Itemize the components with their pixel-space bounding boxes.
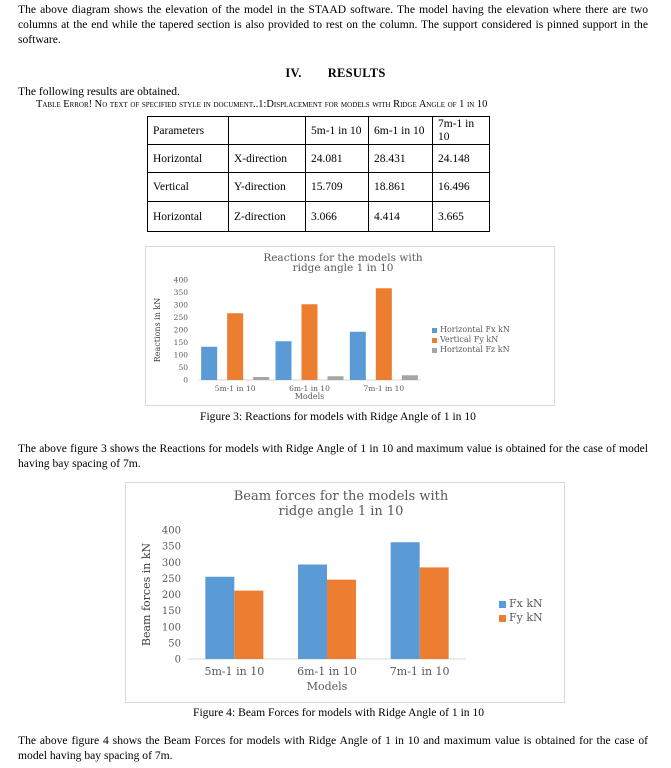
table-cell: 3.066 bbox=[306, 202, 369, 232]
header-cell: 7m-1 in 10 bbox=[433, 117, 490, 145]
figure4-chart-svg bbox=[126, 483, 564, 702]
fig3-y-axis-label: Reactions in kN bbox=[153, 297, 162, 363]
fig3-y-tick: 100 bbox=[173, 350, 188, 360]
table-row bbox=[148, 173, 490, 202]
fig3-legend-swatch bbox=[432, 338, 437, 343]
fig4-bar bbox=[205, 577, 234, 659]
fig3-legend-label: Vertical Fy kN bbox=[440, 335, 499, 344]
table-row bbox=[148, 202, 490, 232]
figure4-caption: Figure 4: Beam Forces for models with Ridge Angle of 1 in 10 bbox=[193, 706, 485, 719]
fig4-y-tick: 150 bbox=[161, 606, 181, 618]
table-cell: 3.665 bbox=[433, 202, 490, 232]
fig4-legend-swatch bbox=[499, 615, 506, 622]
fig4-legend-swatch bbox=[499, 601, 506, 608]
fig4-y-tick: 200 bbox=[161, 590, 181, 601]
fig3-y-tick: 200 bbox=[173, 325, 188, 335]
table-cell: 24.081 bbox=[306, 145, 369, 173]
fig4-x-tick: 7m-1 in 10 bbox=[389, 665, 450, 678]
table-cell: Vertical bbox=[148, 173, 229, 202]
fig3-bar bbox=[253, 377, 269, 380]
fig3-bar bbox=[376, 288, 392, 380]
table-cell: 18.861 bbox=[369, 173, 433, 202]
figure4-chart bbox=[125, 482, 565, 703]
table-cell: Z-direction bbox=[229, 202, 306, 232]
fig3-x-axis-label: Models bbox=[294, 392, 325, 401]
table-cell: Y-direction bbox=[229, 173, 306, 202]
displacement-table bbox=[147, 116, 490, 232]
results-intro: The following results are obtained. bbox=[18, 85, 180, 98]
table-cell: 15.709 bbox=[306, 173, 369, 202]
fig3-bar bbox=[227, 313, 243, 380]
section-title: RESULTS bbox=[327, 66, 386, 80]
fig3-x-tick: 5m-1 in 10 bbox=[214, 384, 256, 393]
fig4-y-tick: 250 bbox=[161, 573, 181, 585]
fig3-y-tick: 0 bbox=[183, 375, 188, 385]
fig4-title: Beam forces for the models with bbox=[233, 489, 449, 504]
intro-paragraph: The above diagram shows the elevation of the model in the STAAD software. The model having the elevation where there are two columns at the end while the tapered section is also provided to rest on the column. The support considered is pinned support in the software. bbox=[18, 3, 648, 46]
table-cell: 4.414 bbox=[369, 202, 433, 232]
fig4-y-tick: 350 bbox=[161, 541, 181, 553]
table-cell: Horizontal bbox=[148, 202, 229, 232]
fig4-y-tick: 100 bbox=[161, 622, 181, 634]
section-heading bbox=[0, 66, 671, 81]
fig4-x-tick: 6m-1 in 10 bbox=[297, 665, 357, 678]
header-cell: Parameters bbox=[148, 117, 229, 145]
fig4-x-axis-label: Models bbox=[306, 680, 348, 693]
table-cell: 24.148 bbox=[433, 145, 490, 173]
fig4-bar bbox=[327, 580, 356, 659]
fig4-y-tick: 0 bbox=[174, 654, 181, 666]
fig4-bar bbox=[298, 565, 327, 659]
fig4-bar bbox=[234, 591, 263, 659]
fig4-y-tick: 50 bbox=[168, 638, 181, 650]
table-cell: X-direction bbox=[229, 145, 306, 173]
table-caption: Table Error! No text of specified style in document..1:Displacement for models with Ridge Angle of 1 in 10 bbox=[36, 99, 488, 110]
table-cell: 28.431 bbox=[369, 145, 433, 173]
fig4-y-axis-label: Beam forces in kN bbox=[140, 542, 153, 647]
fig3-bar bbox=[201, 347, 217, 380]
table-row bbox=[148, 145, 490, 173]
header-cell: 6m-1 in 10 bbox=[369, 117, 433, 145]
fig3-y-tick: 50 bbox=[178, 363, 188, 373]
fig3-legend-label: Horizontal Fx kN bbox=[440, 325, 510, 334]
fig3-x-tick: 7m-1 in 10 bbox=[363, 384, 405, 393]
fig3-bar bbox=[276, 341, 292, 380]
fig3-y-tick: 250 bbox=[173, 313, 188, 323]
paragraph-figure3: The above figure 3 shows the Reactions for models with Ridge Angle of 1 in 10 and maximum value is obtained for the case of model having bay spacing of 7m. bbox=[18, 442, 648, 470]
fig3-y-tick: 150 bbox=[173, 338, 188, 348]
fig3-legend-label: Horizontal Fz kN bbox=[440, 345, 510, 354]
fig3-bar bbox=[350, 332, 366, 380]
fig3-title: Reactions for the models with bbox=[263, 252, 423, 264]
header-cell: 5m-1 in 10 bbox=[306, 117, 369, 145]
figure3-caption: Figure 3: Reactions for models with Ridge Angle of 1 in 10 bbox=[200, 410, 476, 423]
fig4-x-tick: 5m-1 in 10 bbox=[204, 665, 265, 678]
fig4-bar bbox=[420, 567, 449, 659]
table-cell: 16.496 bbox=[433, 173, 490, 202]
fig3-title: ridge angle 1 in 10 bbox=[292, 262, 394, 274]
fig4-title: ridge angle 1 in 10 bbox=[278, 504, 404, 519]
fig3-legend-swatch bbox=[432, 348, 437, 353]
fig4-y-tick: 400 bbox=[161, 525, 181, 537]
fig4-bar bbox=[391, 542, 420, 659]
fig4-legend-label: Fy kN bbox=[509, 611, 543, 624]
figure3-chart bbox=[145, 246, 555, 406]
fig4-y-tick: 300 bbox=[161, 557, 181, 569]
fig3-bar bbox=[328, 376, 344, 380]
fig3-bar bbox=[402, 375, 418, 380]
table-header-row bbox=[148, 117, 490, 145]
fig3-y-tick: 300 bbox=[173, 300, 188, 310]
section-number: IV. bbox=[285, 66, 302, 80]
paragraph-figure4: The above figure 4 shows the Beam Forces for models with Ridge Angle of 1 in 10 and maximum value is obtained for the case of model having bay spacing of 7m. bbox=[18, 734, 648, 762]
table-cell: Horizontal bbox=[148, 145, 229, 173]
fig3-bar bbox=[302, 304, 318, 380]
fig3-y-tick: 400 bbox=[173, 275, 188, 285]
fig3-legend-swatch bbox=[432, 328, 437, 333]
header-cell bbox=[229, 117, 306, 145]
fig3-x-tick: 6m-1 in 10 bbox=[289, 384, 330, 393]
fig4-legend-label: Fx kN bbox=[509, 597, 543, 610]
fig3-y-tick: 350 bbox=[173, 288, 188, 298]
figure3-chart-svg bbox=[146, 247, 554, 405]
